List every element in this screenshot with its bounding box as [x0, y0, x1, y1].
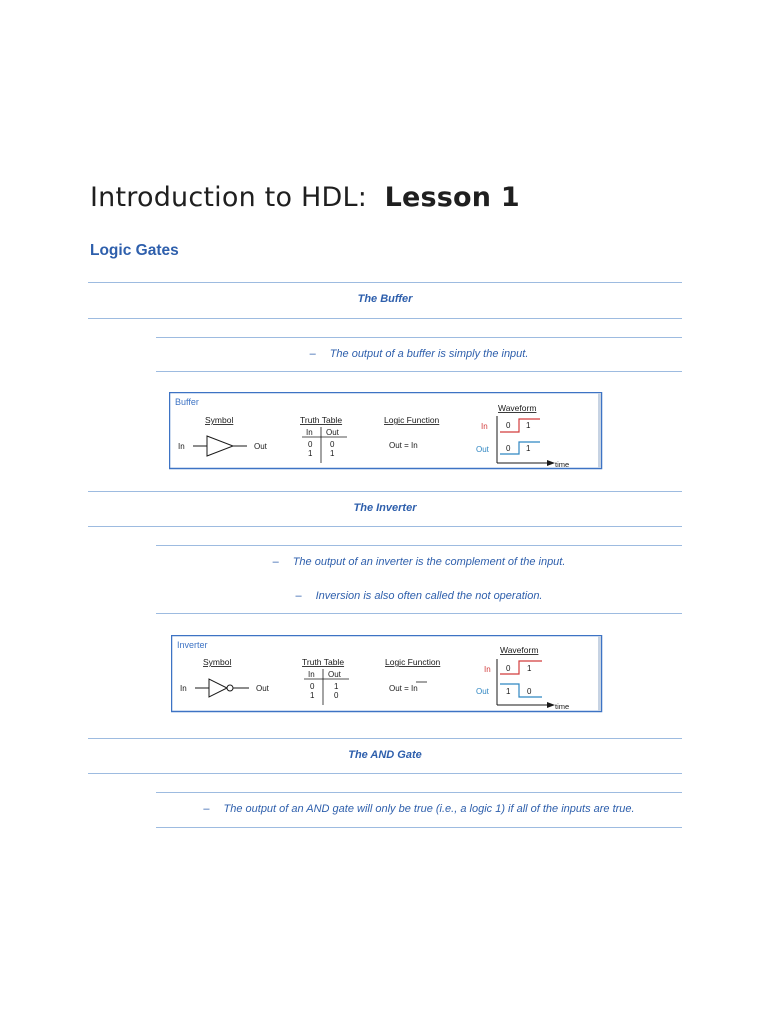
bullet-text: The output of a buffer is simply the input.: [329, 348, 529, 360]
waveform-value: 1: [526, 444, 531, 453]
bullet-dash: –: [309, 348, 316, 360]
waveform-value: 1: [527, 664, 532, 673]
figure-name: Buffer: [175, 397, 199, 407]
truth-table-cell: 1: [308, 449, 313, 458]
truth-table-header: Truth Table: [302, 657, 345, 667]
truth-table-cell: 0: [334, 691, 339, 700]
truth-table-cell: 0: [330, 440, 335, 449]
waveform-value: 0: [506, 444, 511, 453]
symbol-header: Symbol: [205, 415, 234, 425]
divider: [88, 282, 682, 283]
truth-table-cell: 0: [308, 440, 313, 449]
time-label: time: [555, 702, 570, 711]
inverter-bullet-1: [156, 556, 682, 568]
logic-function-header: Logic Function: [385, 657, 441, 667]
waveform-value: 1: [526, 421, 531, 430]
and-gate-bullet-1: [156, 803, 682, 815]
divider: [156, 827, 682, 828]
inverter-diagram: [171, 635, 603, 713]
truth-table-in-header: In: [306, 428, 313, 437]
page-title: [90, 182, 520, 213]
waveform-out-label: Out: [476, 687, 489, 696]
waveform-out-label: Out: [476, 445, 489, 454]
waveform-value: 1: [506, 687, 511, 696]
waveform-value: 0: [506, 421, 511, 430]
inverter-bullet-2: [156, 590, 682, 602]
waveform-in-label: In: [481, 422, 488, 431]
buffer-section-title: The Buffer: [357, 293, 413, 305]
inverter-section-title: The Inverter: [353, 502, 417, 514]
figure-name: Inverter: [177, 640, 208, 650]
truth-table-header: Truth Table: [300, 415, 343, 425]
figure-frame-shadow: [598, 636, 601, 711]
logic-function-header: Logic Function: [384, 415, 440, 425]
truth-table-cell: 1: [334, 682, 339, 691]
truth-table-cell: 1: [330, 449, 335, 458]
bullet-dash: –: [203, 803, 210, 815]
waveform-header: Waveform: [500, 645, 539, 655]
divider: [88, 491, 682, 492]
truth-table-in-header: In: [308, 670, 315, 679]
bullet-text: Inversion is also often called the not operation.: [315, 590, 543, 602]
bullet-dash: –: [272, 556, 279, 568]
logic-function-expression: [389, 684, 418, 693]
logic-function-lhs: Out =: [389, 684, 412, 693]
figure-frame: [170, 393, 602, 469]
waveform-header: Waveform: [498, 403, 537, 413]
divider: [88, 526, 682, 527]
bullet-text: The output of an inverter is the complement of the input.: [292, 556, 566, 568]
inverter-figure: [171, 635, 603, 713]
gate-input-label: In: [180, 684, 187, 693]
buffer-bullet-1: [156, 348, 682, 360]
and-gate-section-title: The AND Gate: [348, 749, 422, 761]
divider: [88, 318, 682, 319]
bullet-text: The output of an AND gate will only be true (i.e., a logic 1) if all of the inputs are true.: [223, 803, 635, 815]
logic-function-expression: Out = In: [389, 441, 418, 450]
truth-table-out-header: Out: [326, 428, 339, 437]
gate-output-label: Out: [256, 684, 269, 693]
waveform-value: 0: [527, 687, 532, 696]
gate-output-label: Out: [254, 442, 267, 451]
logic-function-rhs: In: [411, 684, 418, 693]
waveform-in-label: In: [484, 665, 491, 674]
truth-table-cell: 1: [310, 691, 315, 700]
divider: [156, 545, 682, 546]
time-label: time: [555, 460, 570, 469]
buffer-figure: [169, 392, 603, 470]
gate-input-label: In: [178, 442, 185, 451]
divider: [156, 337, 682, 338]
waveform-value: 0: [506, 664, 511, 673]
symbol-header: Symbol: [203, 657, 232, 667]
divider: [88, 773, 682, 774]
section-heading-logic-gates: Logic Gates: [90, 242, 179, 259]
title-bold: Lesson 1: [384, 182, 520, 213]
truth-table-cell: 0: [310, 682, 315, 691]
truth-table-out-header: Out: [328, 670, 341, 679]
divider: [88, 738, 682, 739]
figure-frame-shadow: [598, 393, 601, 468]
buffer-diagram: [169, 392, 603, 470]
divider: [156, 792, 682, 793]
title-regular: Introduction to HDL:: [90, 182, 368, 213]
bullet-dash: –: [295, 590, 302, 602]
divider: [156, 371, 682, 372]
divider: [156, 613, 682, 614]
